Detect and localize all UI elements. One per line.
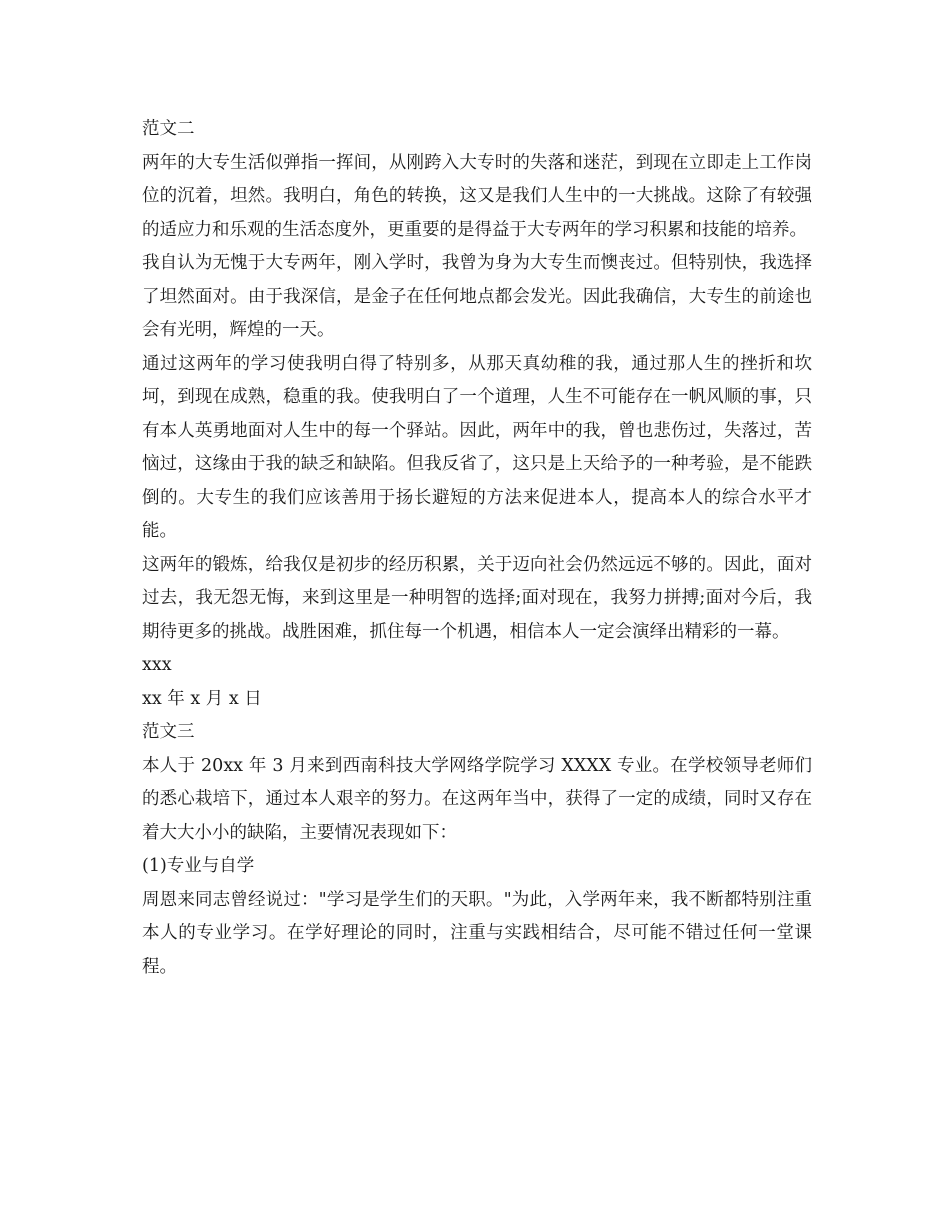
paragraph-3: 通过这两年的学习使我明白得了特别多，从那天真幼稚的我，通过那人生的挫折和坎坷，到现在成熟，稳重的我。使我明白了一个道理，人生不可能存在一帆风顺的事，只有本人英勇地面对人生中的每一个驿站。因此，两年中的我，曾也悲伤过，失落过，苦恼过，这缘由于我的缺乏和缺陷。但我反省了，这只是上天给予的一种考验，是不能跌倒的。大专生的我们应该善用于扬长避短的方法来促进本人，提高本人的综合水平才能。: [142, 353, 812, 541]
paragraph-5: 本人于 20xx 年 3 月来到西南科技大学网络学院学习 XXXX 专业。在学校领导老师们的悉心栽培下，通过本人艰辛的努力。在这两年当中，获得了一定的成绩，同时又存在着大大小小的缺陷，主要情况表现如下：: [142, 755, 812, 843]
signature-name: xxx: [142, 655, 172, 675]
paragraph-2: 我自认为无愧于大专两年，刚入学时，我曾为身为大专生而懊丧过。但特别快，我选择了坦然面对。由于我深信，是金子在任何地点都会发光。因此我确信，大专生的前途也会有光明，辉煌的一天。: [142, 253, 812, 340]
section-heading-fanwen-3: 范文三: [142, 722, 195, 742]
paragraph-4: 这两年的锻炼，给我仅是初步的经历积累，关于迈向社会仍然远远不够的。因此，面对过去，我无怨无悔，来到这里是一种明智的选择;面对现在，我努力拼搏;面对今后，我期待更多的挑战。战胜困难，抓住每一个机遇，相信本人一定会演绎出精彩的一幕。: [142, 554, 812, 642]
section-heading-fanwen-2: 范文二: [142, 119, 195, 139]
signature-date: xx 年 x 月 x 日: [142, 688, 262, 709]
subheading-major-self-study: (1)专业与自学: [142, 856, 255, 876]
paragraph-1: 两年的大专生活似弹指一挥间，从刚跨入大专时的失落和迷茫，到现在立即走上工作岗位的沉着，坦然。我明白，角色的转换，这又是我们人生中的一大挑战。这除了有较强的适应力和乐观的生活态度外，更重要的是得益于大专两年的学习积累和技能的培养。: [142, 152, 812, 240]
document-page: [142, 113, 812, 984]
paragraph-6: 周恩来同志曾经说过："学习是学生们的天职。"为此，入学两年来，我不断都特别注重本人的专业学习。在学好理论的同时，注重与实践相结合，尽可能不错过任何一堂课程。: [142, 889, 812, 977]
